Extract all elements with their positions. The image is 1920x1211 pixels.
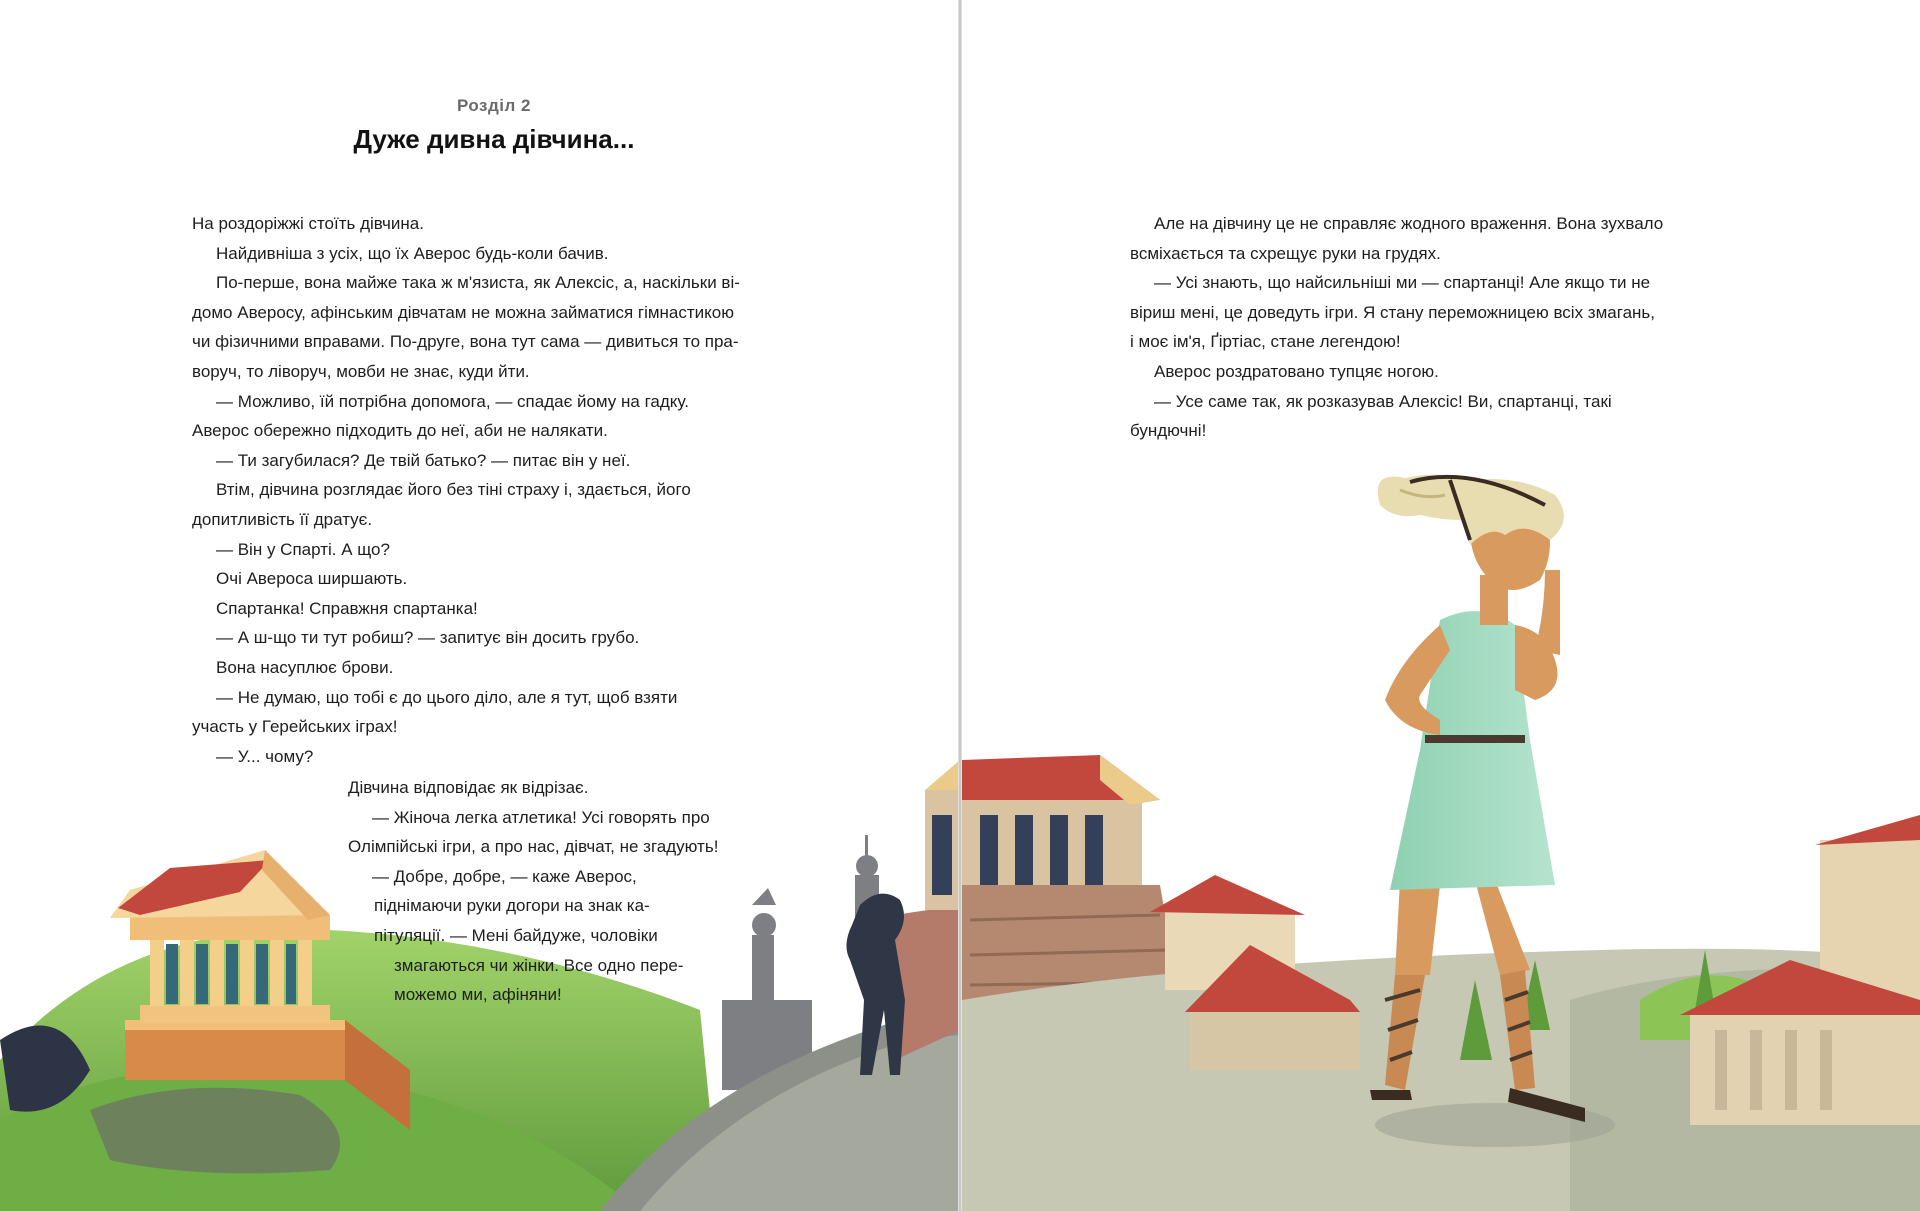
text-line: Аверос роздратовано тупцяє ногою.: [1154, 361, 1439, 381]
text-line: — А ш-що ти тут робиш? — запитує він досить грубо.: [216, 628, 640, 648]
text-line: — Можливо, їй потрібна допомога, — спадає йому на гадку.: [216, 391, 689, 411]
text-line: — У... чому?: [216, 746, 314, 766]
text-line: — Не думаю, що тобі є до цього діло, але я тут, щоб взяти: [216, 687, 678, 707]
text-line: — Усе саме так, як розказував Алексіс! Ви, спартанці, такі: [1154, 391, 1612, 411]
text-line: воруч, то ліворуч, мовби не знає, куди йти.: [192, 361, 530, 381]
text-line: Спартанка! Справжня спартанка!: [216, 598, 478, 618]
text-line: всміхається та схрещує руки на грудях.: [1130, 243, 1441, 263]
text-line: віриш мені, це доведуть ігри. Я стану переможницею всіх змагань,: [1130, 302, 1655, 322]
text-line: Але на дівчину це не справляє жодного враження. Вона зухвало: [1154, 214, 1664, 233]
text-line: допитливість її дратує.: [192, 509, 373, 529]
text-line: — Жіноча легка атлетика! Усі говорять про: [372, 807, 710, 827]
text-line: бундючні!: [1130, 421, 1207, 441]
text-line: Найдивніша з усіх, що їх Аверос будь-коли бачив.: [216, 243, 609, 263]
chapter-title: Дуже дивна дівчина...: [353, 124, 635, 154]
text-line: домо Аверосу, афінським дівчатам не можна займатися гімнастикою: [192, 302, 734, 322]
text-line: — Він у Спарті. А що?: [216, 539, 390, 559]
text-line: — Добре, добре, — каже Аверос,: [372, 866, 637, 886]
text-line: Дівчина відповідає як відрізає.: [348, 778, 589, 797]
text-line: пітуляції. — Мені байдуже, чоловіки: [374, 925, 658, 945]
text-line: чи фізичними вправами. По-друге, вона тут сама — дивиться то пра-: [192, 332, 739, 352]
text-line: Вона насуплює брови.: [216, 657, 394, 677]
text-line: піднімаючи руки догори на знак ка-: [374, 896, 650, 916]
text-line: — Усі знають, що найсильніші ми — спартанці! Але якщо ти не: [1154, 273, 1651, 293]
text-line: На роздоріжжі стоїть дівчина.: [192, 214, 424, 233]
left-narrow-text: [348, 773, 718, 1010]
right-body-text: [1130, 209, 1663, 446]
text-line: участь у Герейських іграх!: [192, 717, 398, 737]
text-line: По-перше, вона майже така ж м'язиста, як Алексіс, а, наскільки ві-: [216, 273, 740, 293]
chapter-label: Розділ 2: [456, 96, 532, 115]
book-gutter: [958, 0, 962, 1211]
text-line: і моє ім'я, Ґіртіас, стане легендою!: [1130, 332, 1401, 352]
text-line: Аверос обережно підходить до неї, аби не налякати.: [192, 421, 608, 441]
text-line: — Ти загубилася? Де твій батько? — питає він у неї.: [216, 450, 631, 470]
text-line: Очі Авероса ширшають.: [216, 569, 408, 589]
text-line: змагаються чи жінки. Все одно пере-: [394, 955, 684, 975]
left-body-text: [192, 209, 740, 771]
text-line: можемо ми, афіняни!: [394, 985, 562, 1005]
text-line: Олімпійські ігри, а про нас, дівчат, не згадують!: [348, 837, 719, 857]
text-line: Втім, дівчина розглядає його без тіні страху і, здається, його: [216, 480, 691, 500]
